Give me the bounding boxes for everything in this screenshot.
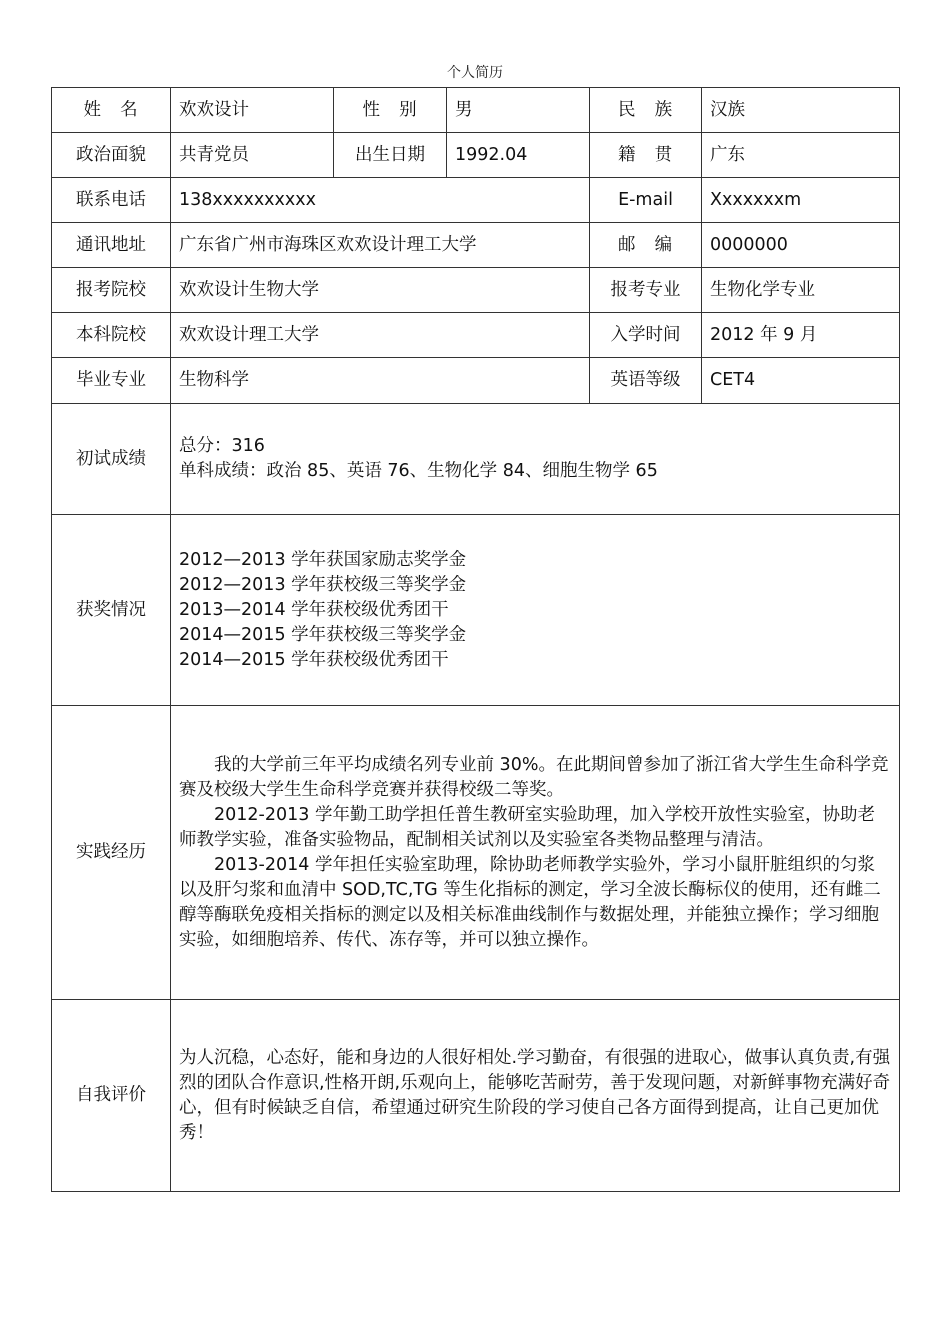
postcode-value: 0000000 [702,223,900,268]
awards-list [171,515,900,706]
row-address [52,223,900,268]
english-label: 英语等级 [590,358,702,404]
ethnicity-label: 民 族 [590,88,702,133]
address-label: 通讯地址 [52,223,171,268]
practice-paragraph: 我的大学前三年平均成绩名列专业前 30%。在此期间曾参加了浙江省大学生生命科学竞赛及校级大学生生命科学竞赛并获得校级二等奖。 [179,754,889,800]
apply-major-value: 生物化学专业 [702,268,900,313]
scores-label: 初试成绩 [52,404,171,515]
origin-label: 籍 贯 [590,133,702,178]
practice-label: 实践经历 [52,706,171,1000]
political-value: 共青党员 [171,133,334,178]
undergrad-label: 本科院校 [52,313,171,358]
row-undergrad [52,313,900,358]
self-eval-label: 自我评价 [52,1000,171,1192]
address-value: 广东省广州市海珠区欢欢设计理工大学 [171,223,590,268]
scores-detail: 单科成绩：政治 85、英语 76、生物化学 84、细胞生物学 65 [179,461,658,481]
award-item: 2012—2013 学年获校级三等奖学金 [179,574,467,595]
scores-value [171,404,900,515]
practice-paragraph: 2012-2013 学年勤工助学担任普生教研室实验助理，加入学校开放性实验室，协助老师教学实验，准备实验物品，配制相关试剂以及实验室各类物品整理与清洁。 [179,804,875,850]
row-political [52,133,900,178]
row-grad-major [52,358,900,404]
birth-label: 出生日期 [334,133,447,178]
enroll-value: 2012 年 9 月 [702,313,900,358]
scores-total: 总分：316 [179,436,265,456]
award-item: 2014—2015 学年获校级三等奖学金 [179,624,467,645]
award-item: 2014—2015 学年获校级优秀团干 [179,649,449,670]
page-title: 个人简历 [447,65,503,81]
phone-label: 联系电话 [52,178,171,223]
name-label: 姓 名 [52,88,171,133]
award-item: 2012—2013 学年获国家励志奖学金 [179,549,467,570]
phone-value: 138xxxxxxxxxx [171,178,590,223]
birth-value: 1992.04 [447,133,590,178]
row-practice [52,706,900,1000]
row-awards [52,515,900,706]
award-item: 2013—2014 学年获校级优秀团干 [179,599,449,620]
gender-value: 男 [447,88,590,133]
postcode-label: 邮 编 [590,223,702,268]
resume-table [51,87,900,1192]
origin-value: 广东 [702,133,900,178]
enroll-label: 入学时间 [590,313,702,358]
name-value: 欢欢设计 [171,88,334,133]
row-scores [52,404,900,515]
ethnicity-value: 汉族 [702,88,900,133]
awards-label: 获奖情况 [52,515,171,706]
undergrad-value: 欢欢设计理工大学 [171,313,590,358]
row-phone [52,178,900,223]
apply-school-value: 欢欢设计生物大学 [171,268,590,313]
apply-school-label: 报考院校 [52,268,171,313]
self-eval-text: 为人沉稳，心态好，能和身边的人很好相处.学习勤奋，有很强的进取心，做事认真负责,有强烈的团队合作意识,性格开朗,乐观向上，能够吃苦耐劳，善于发现问题，对新鲜事物充满好奇心，但有时候缺乏自信，希望通过研究生阶段的学习使自己各方面得到提高，让自己更加优秀！ [179,1047,891,1143]
row-name [52,88,900,133]
english-value: CET4 [702,358,900,404]
grad-major-label: 毕业专业 [52,358,171,404]
email-value: Xxxxxxxm [702,178,900,223]
row-apply-school [52,268,900,313]
political-label: 政治面貌 [52,133,171,178]
email-label: E-mail [590,178,702,223]
practice-paragraph: 2013-2014 学年担任实验室助理，除协助老师教学实验外，学习小鼠肝脏组织的匀浆以及肝匀浆和血清中 SOD,TC,TG 等生化指标的测定，学习全波长酶标仪的使用，还有雌二醇等酶联免疫相关指标的测定以及相关标准曲线制作与数据处理，并能独立操作；学习细胞实验，如细胞培养、传代、冻存等，并可以独立操作。 [179,854,881,950]
self-eval-content [171,1000,900,1192]
grad-major-value: 生物科学 [171,358,590,404]
practice-content [171,706,900,1000]
row-self-eval [52,1000,900,1192]
gender-label: 性 别 [334,88,447,133]
apply-major-label: 报考专业 [590,268,702,313]
